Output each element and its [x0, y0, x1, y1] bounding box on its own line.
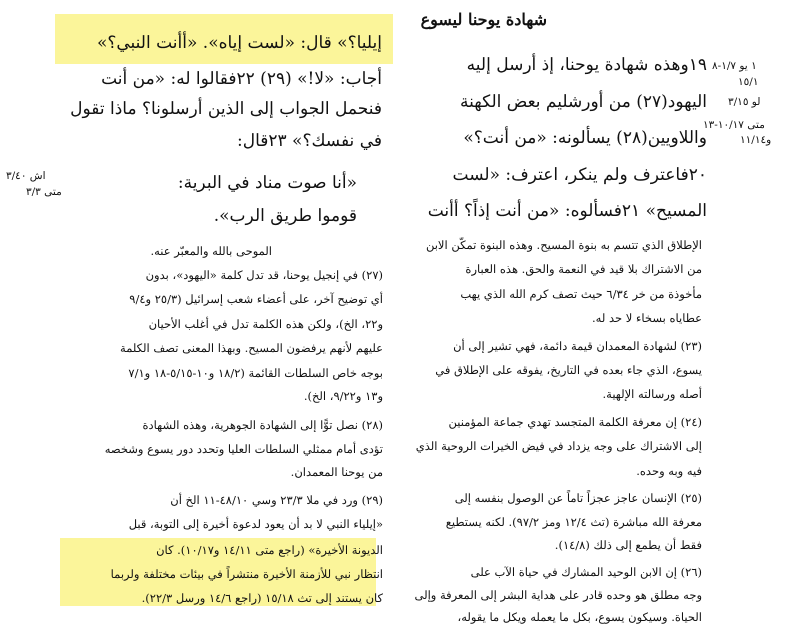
note-line: فيه وبه وحده. [636, 464, 702, 478]
note-line: أصله ورسالته الإلهية. [602, 387, 702, 401]
verse-line: اليهود(٢٧) من أورشليم بعض الكهنة [459, 92, 707, 112]
note-line: (٢٣) لشهادة المعمدان قيمة دائمة، فهي تشير إلى أن [453, 339, 702, 353]
note-line: و٢٢، الخ)، ولكن هذه الكلمة تدل في أغلب الأحيان [148, 317, 383, 331]
note-line: من الاشتراك بلا قيد في النعمة والحق. هذه العبارة [465, 262, 702, 276]
verse-line: ١٩وهذه شهادة يوحنا، إذ أرسل إليه [466, 55, 707, 75]
note-line: الديونة الأخيرة» (راجع متى ١٤/١١ و١٠/١٧). كان [156, 543, 383, 557]
note-line: الإطلاق الذي تتسم به بنوة المسيح. وهذه البنوة تمكّن الابن [425, 238, 702, 252]
note-line: فقط أن يطمع إلى ذلك (١٤/٨). [554, 538, 702, 552]
ref-line: ١ يو ١/٧-٨ [712, 60, 757, 72]
note-line: «إيلياء النبي لا بد أن يعود لدعوة أخيرة إلى التوبة، قبل [128, 517, 383, 531]
verse-line: المسيح» ٢١فسألوه: «من أنت إذاً؟ أأنت [427, 201, 707, 221]
ref-line: متى ٣/٣ [26, 186, 62, 198]
note-line: و١٣ و٩/٢٢، الخ). [303, 389, 383, 403]
ref-line: ١٥/١ [738, 76, 759, 88]
note-line: إلى الاشتراك على وجه يزداد في فيض الخيرات الروحية الذي [415, 439, 702, 453]
note-line: انتظار نبي للأزمنة الأخيرة منتشراً في بيئات مختلفة ولربما [110, 567, 383, 581]
note-line: (٢٧) في إنجيل يوحنا، قد تدل كلمة «اليهود»، بدون [145, 268, 383, 282]
ref-line: متى ١٠/١٧-١٣ [703, 119, 765, 131]
ref-line: اش ٣/٤٠ [6, 170, 46, 182]
verse-line: واللاويين(٢٨) يسألونه: «من أنت؟» [463, 128, 707, 148]
note-line: عليهم لأنهم يرفضون المسيح. وبهذا المعنى تصف الكلمة [120, 341, 383, 355]
note-line: يسوع، الذي جاء بعده في التاريخ، يفوقه على الإطلاق في [435, 363, 702, 377]
note-line: عطاياه بسخاء لا حد له. [592, 311, 702, 325]
verse-line: فنحمل الجواب إلى الذين أرسلونا؟ ماذا تقول [70, 99, 382, 119]
note-line: تؤدى أمام ممثلي السلطات العليا وتحدد دور يسوع وشخصه [104, 442, 383, 456]
ref-line: لو ٣/١٥ [728, 96, 761, 108]
note-line: (٢٨) نصل توًّا إلى الشهادة الجوهرية، وهذه الشهادة [142, 418, 383, 432]
note-line: كان يستند إلى تث ١٥/١٨ (راجع ١٤/٦ ورسل ٢٢/٣). [141, 591, 383, 605]
note-line: (٢٥) الإنسان عاجز عجزاً تاماً عن الوصول بنفسه إلى [454, 491, 702, 505]
note-line: مأخوذة من خر ٦/٣٤ حيث تصف كرم الله الذي يهب [460, 287, 702, 301]
note-line: (٢٤) إن معرفة الكلمة المتجسد تهدي جماعة المؤمنين [448, 415, 702, 429]
page-header-title: شهادة يوحنا ليسوع [420, 10, 547, 29]
ref-line: و١١/١٤ [740, 134, 772, 146]
note-line: (٢٦) إن الابن الوحيد المشارك في حياة الآب على [470, 565, 702, 579]
verse-line: «أنا صوت مناد في البرية: [177, 173, 357, 193]
note-line: أي توضيح آخر، على أعضاء شعب إسرائيل (٢٥/٣ و٩/٤ [129, 292, 383, 306]
note-line: بوجه خاص السلطات القائمة (١٨/٢ و١٠-٥/١٥-١٨ و٧/١ [128, 366, 383, 380]
verse-line: في نفسك؟» ٢٣قال: [236, 131, 382, 151]
note-line: (٢٩) ورد في ملا ٢٣/٣ وسي ٤٨/١٠-١١ الخ أن [170, 493, 383, 507]
verse-line: إيليا؟» قال: «لست إياه». «أأنت النبي؟» [96, 33, 382, 53]
verse-line: قوموا طريق الرب». [213, 206, 357, 226]
verse-line: ٢٠فاعترف ولم ينكر، اعترف: «لست [452, 165, 707, 185]
note-line: معرفة الله مباشرة (تث ١٢/٤ ومز ٩٧/٢). لكنه يستطيع [445, 515, 702, 529]
note-line: من يوحنا المعمدان. [290, 465, 383, 479]
note-line: الموحى بالله والمعبّر عنه. [150, 244, 272, 258]
note-line: الحياة. وسيكون يسوع، بكل ما يعمله ويكل ما يقوله، [457, 610, 702, 624]
note-line: وجه مطلق هو وحده قادر على هداية البشر إلى المعرفة وإلى [414, 588, 702, 602]
verse-line: أجاب: «لا!» (٢٩) ٢٢فقالوا له: «من أنت [101, 69, 382, 89]
